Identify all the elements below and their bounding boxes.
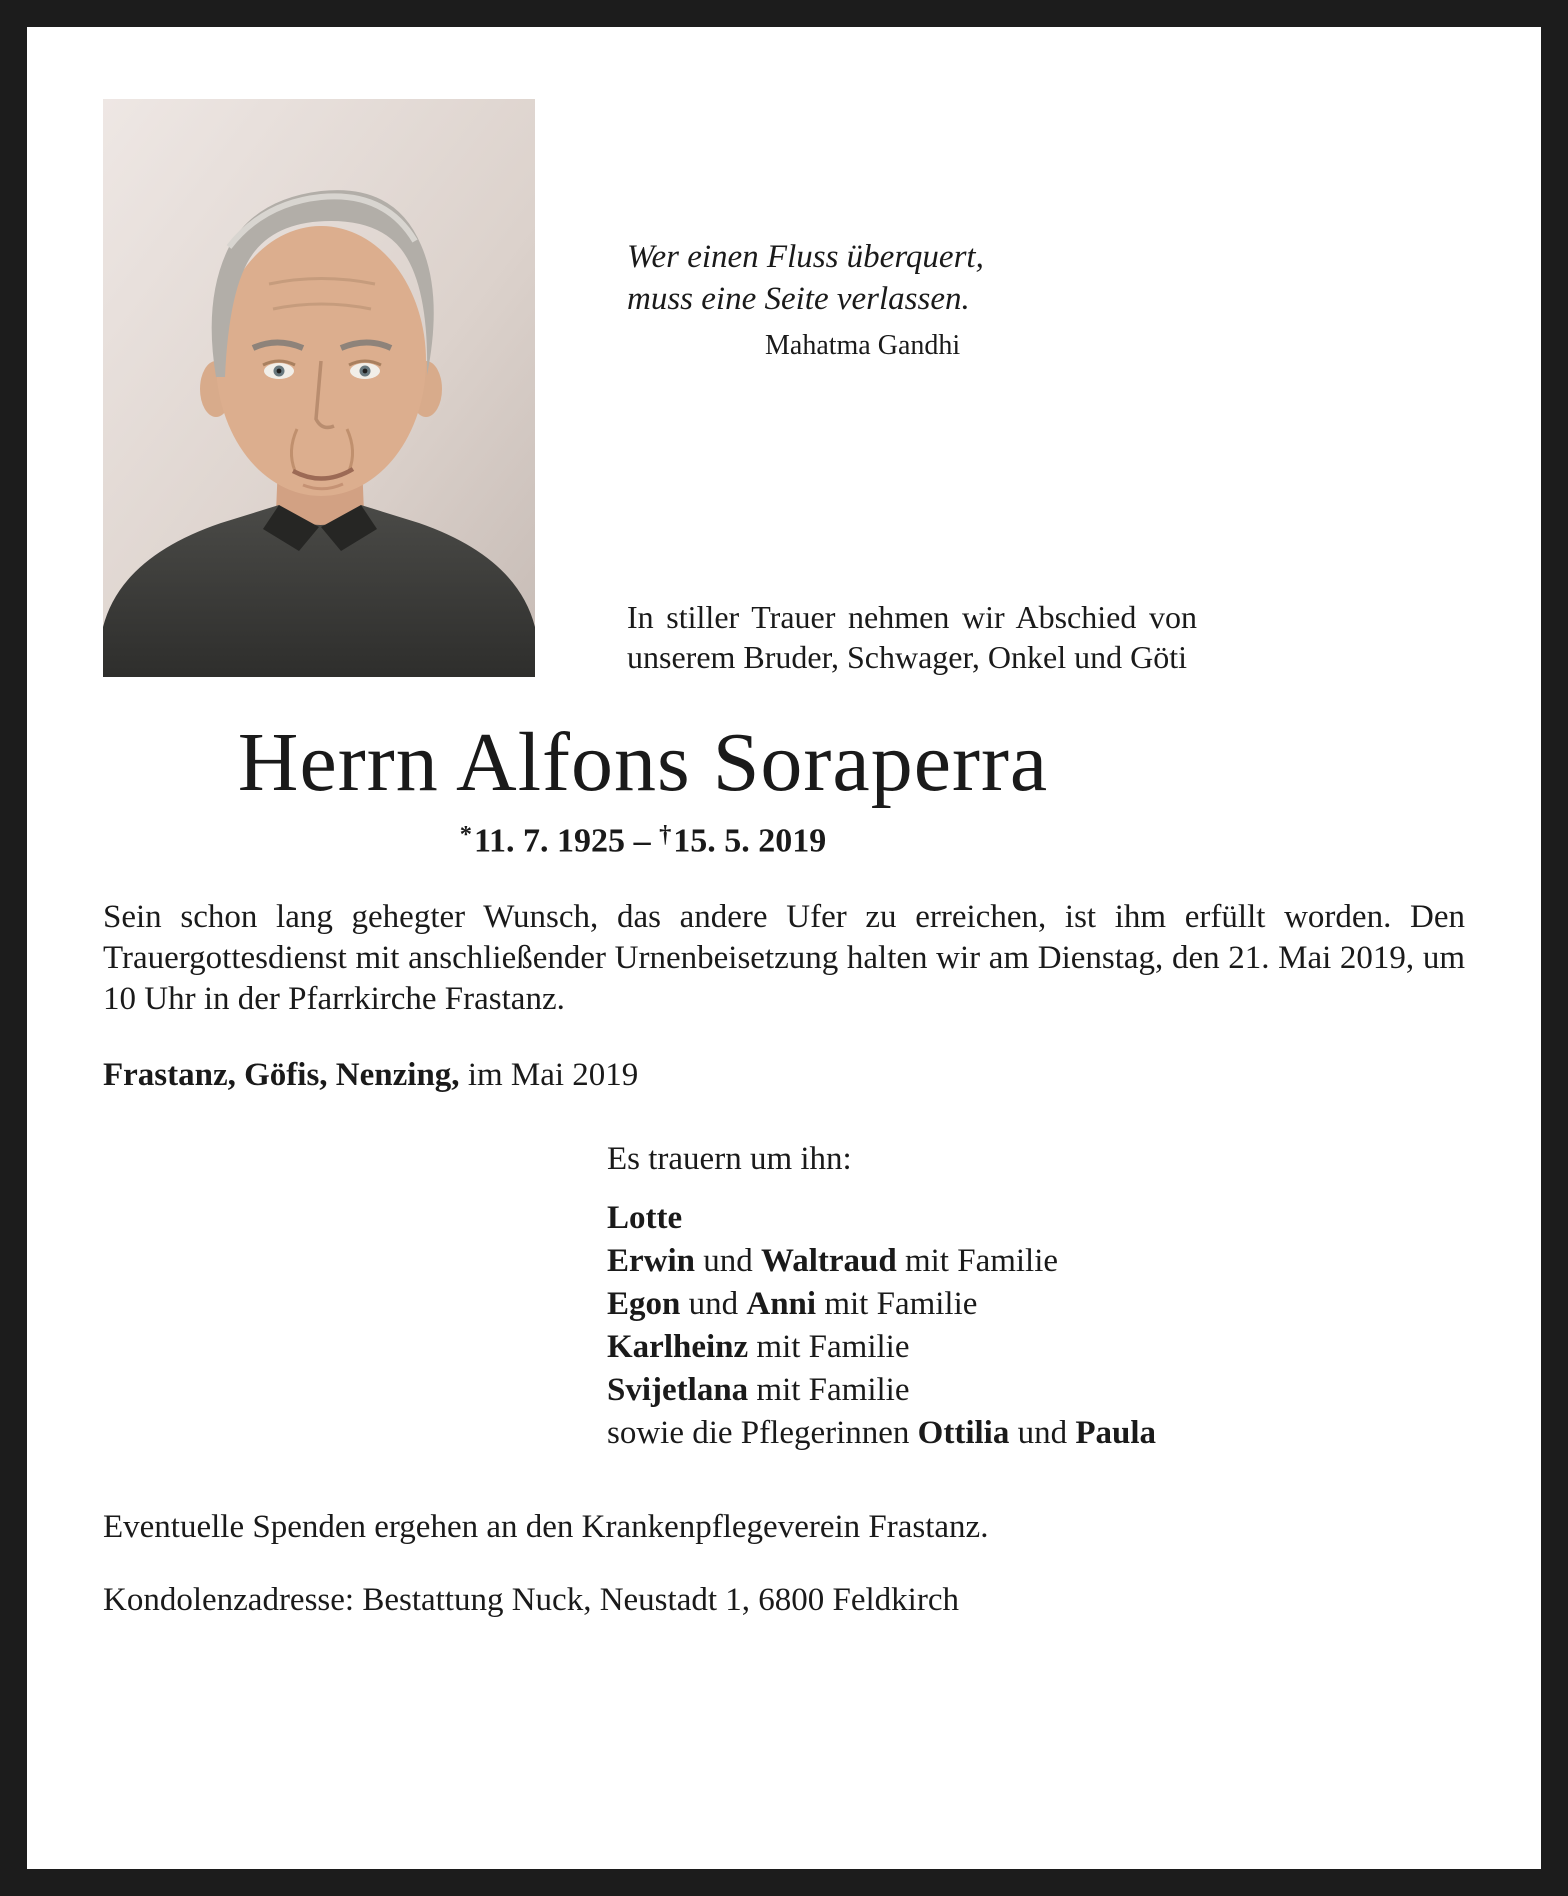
dateline xyxy=(103,1057,1465,1094)
mourners-heading: Es trauern um ihn: xyxy=(607,1141,852,1178)
top-row xyxy=(103,99,1465,677)
mourner-line: Karlheinz mit Familie xyxy=(607,1328,910,1365)
mourner-line: Lotte xyxy=(607,1200,683,1237)
birth-symbol: * xyxy=(459,821,472,849)
quote-line-1: Wer einen Fluss überquert, xyxy=(627,239,984,275)
obituary-content xyxy=(27,27,1541,1659)
mourners-list xyxy=(607,1197,1465,1454)
announcement-text: Sein schon lang gehegter Wunsch, das andere Ufer zu erreichen, ist ihm erfüllt worden. Den Trauergottesdienst mit anschließender Urnenbeisetzung halten wir am Dienstag, den 21. Mai 2019, um 10 Uhr in der Pfarrkirche Frastanz. xyxy=(103,898,1465,1017)
quote-block xyxy=(627,237,1197,363)
mourner-line: Svijetlana mit Familie xyxy=(607,1371,910,1408)
dates-separator: – xyxy=(633,822,651,860)
death-symbol: † xyxy=(659,821,672,849)
mourner-line: Egon und Anni mit Familie xyxy=(607,1286,978,1323)
dateline-places: Frastanz, Göfis, Nenzing, xyxy=(103,1057,460,1094)
condolence-address: Kondolenzadresse: Bestattung Nuck, Neustadt 1, 6800 Feldkirch xyxy=(103,1581,959,1618)
portrait-photo xyxy=(103,99,535,677)
mourners-block xyxy=(607,1138,1465,1454)
intro-text: In stiller Trauer nehmen wir Abschied von unserem Bruder, Schwager, Onkel und Göti xyxy=(627,599,1197,675)
quote-line-2: muss eine Seite verlassen. xyxy=(627,280,970,317)
headline-box xyxy=(103,717,1183,861)
quote-attribution: Mahatma Gandhi xyxy=(765,330,961,362)
mourner-line: Erwin und Waltraud mit Familie xyxy=(607,1243,1059,1280)
mourner-line: sowie die Pflegerinnen Ottilia und Paula xyxy=(607,1414,1157,1451)
death-date: 15. 5. 2019 xyxy=(673,822,827,860)
deceased-name: Herrn Alfons Soraperra xyxy=(237,716,1049,809)
donations-note: Eventuelle Spenden ergehen an den Krankenpflegeverein Frastanz. xyxy=(103,1508,989,1545)
right-column xyxy=(627,99,1197,677)
life-dates xyxy=(103,821,1183,860)
portrait-illustration xyxy=(103,99,535,677)
dateline-date: im Mai 2019 xyxy=(459,1057,639,1094)
birth-date: 11. 7. 1925 xyxy=(473,822,626,860)
